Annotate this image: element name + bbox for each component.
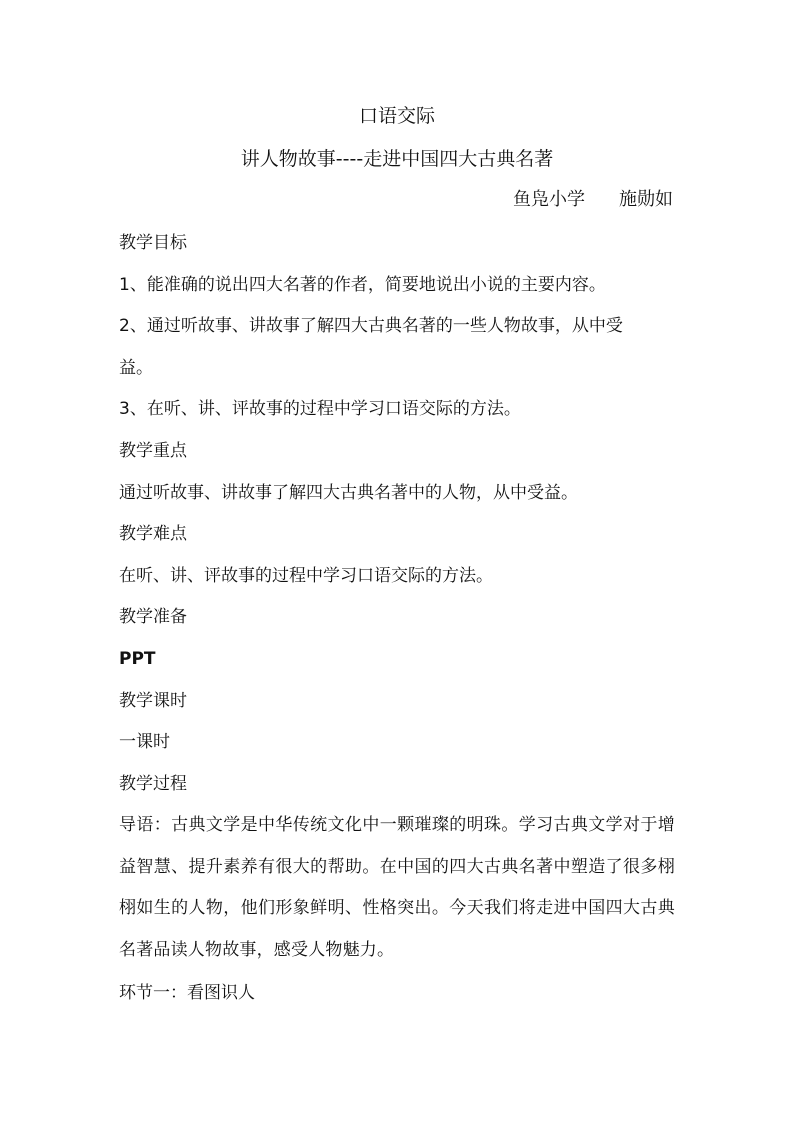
hours-text: 一课时	[119, 732, 170, 752]
step-1-heading: 环节一：看图识人	[119, 983, 255, 1003]
difficulty-heading: 教学难点	[119, 524, 187, 544]
author-name: 施勋如	[619, 189, 673, 210]
focus-heading: 教学重点	[119, 441, 187, 461]
goal-2-line-2: 益。	[119, 358, 153, 378]
goal-1: 1、能准确的说出四大名著的作者，简要地说出小说的主要内容。	[119, 275, 606, 295]
prep-text: PPT	[119, 649, 156, 669]
author-line	[0, 188, 673, 212]
goals-heading: 教学目标	[119, 233, 187, 253]
prep-heading: 教学准备	[119, 607, 187, 627]
document-title: 口语交际	[358, 105, 435, 127]
difficulty-text: 在听、讲、评故事的过程中学习口语交际的方法。	[119, 566, 493, 586]
goal-2-line-1: 2、通过听故事、讲故事了解四大古典名著的一些人物故事，从中受	[119, 316, 623, 336]
hours-heading: 教学课时	[119, 691, 187, 711]
author-school: 鱼凫小学	[513, 189, 585, 210]
goal-3: 3、在听、讲、评故事的过程中学习口语交际的方法。	[119, 399, 521, 419]
intro-paragraph: 导语：古典文学是中华传统文化中一颗璀璨的明珠。学习古典文学对于增益智慧、提升素养有很大的帮助。在中国的四大古典名著中塑造了很多栩栩如生的人物，他们形象鲜明、性格突出。今天我们将走进中国四大古典名著品读人物故事，感受人物魅力。	[119, 815, 675, 961]
document-subtitle: 讲人物故事----走进中国四大古典名著	[240, 148, 554, 170]
process-heading: 教学过程	[119, 774, 187, 794]
focus-text: 通过听故事、讲故事了解四大古典名著中的人物，从中受益。	[119, 483, 578, 503]
